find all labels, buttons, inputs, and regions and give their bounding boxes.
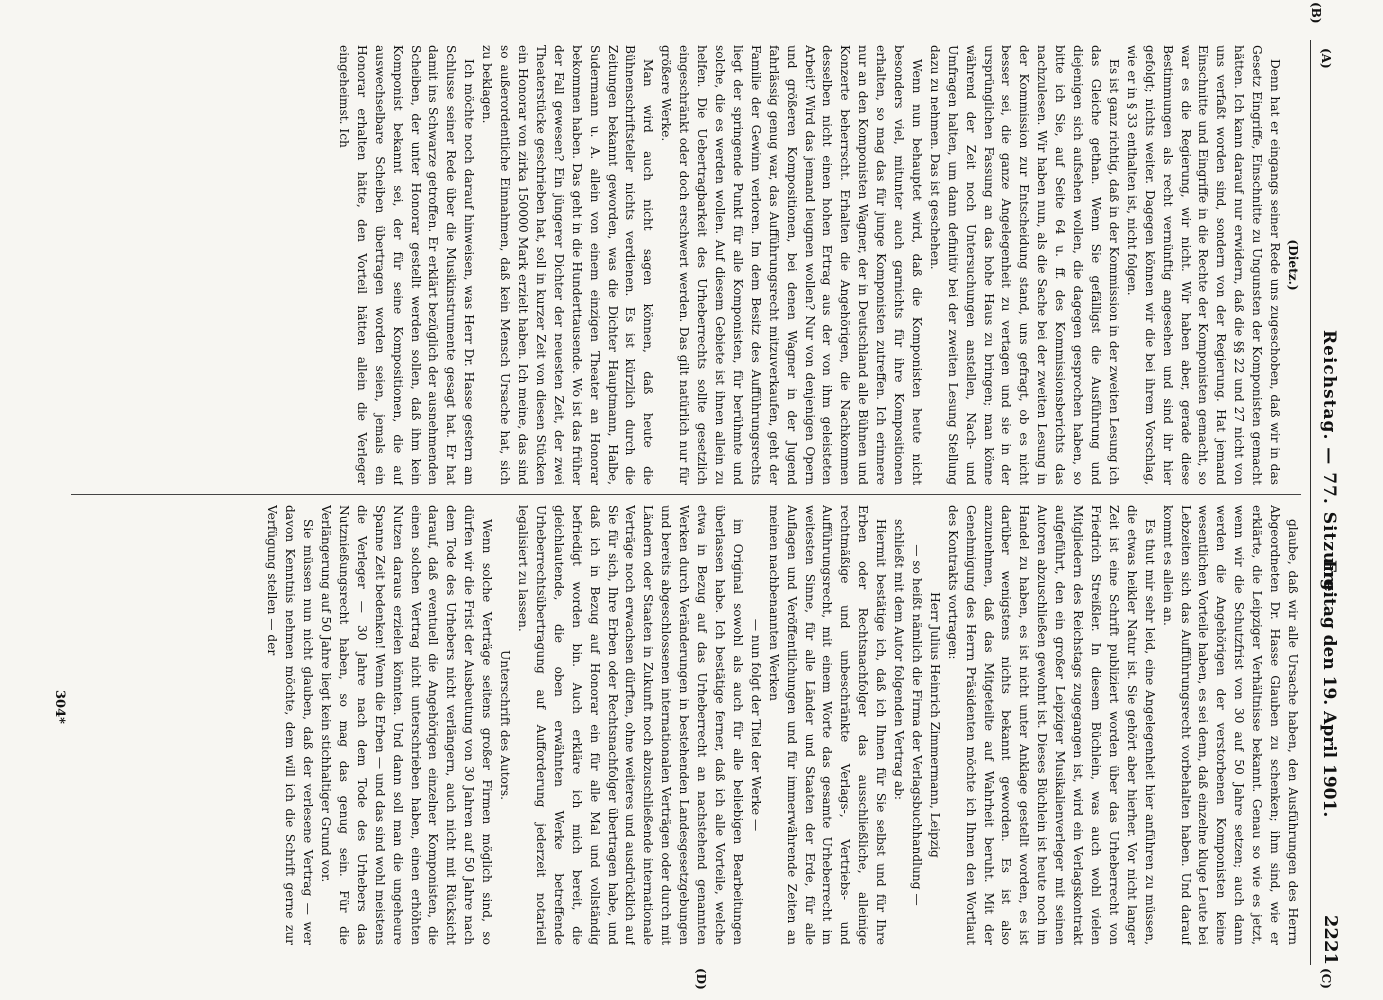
contract-quote-line: schließt mit dem Autor folgenden Vertrag ab: — [892, 519, 907, 801]
right-paragraph: Wenn solche Verträge seitens großer Firmen möglich sind, so dürfen wir die Frist der Ausbeutung von 30 Jahren auf 50 Jahre nach dem Tode des Urhebers nicht verlängern, auch nicht mit Rücksicht darauf, daß eventuell die Angehörigen einzelner Komponisten, die einen solchen Vertrag nicht unterschrieben haben, einen erhöhten Nutzen daraus erzielen könnten. Und dann soll man die ungeheure Spanne Zeit bedenken! Wenn die Erben — und das sind wohl meistens die Verleger — 30 Jahre nach dem Tode des Urhebers das Nutznießungsrecht haben, so mag das genug sein. Für die Verlängerung auf 50 Jahre liegt kein stichhaltiger Grund vor. — [319, 505, 495, 945]
right-paragraph: Sie müssen nun nicht glauben, daß der verlesene Vertrag — wer davon Kenntnis nehmen möchte, dem will ich die Schrift gerne zur Verfügung stellen — der — [265, 505, 316, 945]
left-paragraph: Denn hat er eingangs seiner Rede uns zugeschoben, daß wir in das Gesetz Eingriffe, Einschnitte zu Ungunsten der Komponisten gemacht hätten. Ich kann darauf nur erwidern, daß die §§ 22 und 27 nicht von uns verfaßt worden sind, sondern von der Regierung. Hat jemand Einschnitte und Eingriffe in die Rechte der Komponisten gemacht, so war es die Regierung, wir nicht. Wir haben aber, gerade diese Bestimmungen als recht vernünftig angesehen und sind ihr hier gefolgt; nichts weiter. Dagegen können wir die bei ihrem Vorschlag, wie er in § 33 enthalten ist, nicht folgen. — [1124, 45, 1283, 485]
signature-mark: 304* — [52, 690, 67, 724]
right-paragraph: Es thut mir sehr leid, eine Angelegenheit hier anführen zu müssen, die etwas heikler Natur ist. Sie gehört aber hierher. Vor nicht langer Zeit ist eine Schrift publiziert worden über das Urheberrecht von Friedrich Streißler. In diesem Büchlein, was auch wohl vielen Mitgliedern des Reichstags zugegangen ist, wird ein Verlagskontrakt aufgeführt, den ein großer Leipziger Musikalienverleger mit seinen Autoren abzuschließen gewohnt ist. Dieses Büchlein ist heute noch im Handel zu haben, es ist nicht unter Anklage gestellt worden, es ist darüber wenigstens nichts bekannt geworden. Es ist also anzunehmen, daß das Mitgeteilte auf Wahrheit beruht. Mit der Genehmigung des Herrn Präsidenten möchte ich Ihnen den Wortlaut des Kontrakts vortragen: — [945, 505, 1157, 945]
header-date: Freitag den 19. April 1901. — [1319, 560, 1339, 818]
left-paragraph: Man wird auch nicht sagen können, daß heute die Bühnenschriftsteller nichts verdienen. Es ist kürzlich durch die Zeitungen bekannt geworden, was die Dichter Hauptmann, Halbe, Sudermann u. A. allein von einem einzigen Theater an Honorar bekommen haben. Das geht in die Hunderttausende. Wo ist das früher der Fall gewesen? Ein jüngerer Dichter der neuesten Zeit, der zwei Theaterstücke geschrieben hat, soll in kurzer Zeit von diesen Stücken ein Honorar von zirka 150000 Mark erzielt haben. Ich meine, das sind so außerordentliche Einnahmen, daß kein Mensch Ursache hat, sich zu beklagen. — [480, 45, 656, 485]
left-paragraph: Wenn nun behauptet wird, daß die Komponisten heute nicht besonders viel, mitunter auch garnichts für ihre Kompositionen erhalten, so mag das für junge Komponisten zutreffen. Ich erinnere nur an den Komponisten Wagner, der in Deutschland alle Bühnen und Konzerte beherrscht. Erhalten die Angehörigen, die Nachkommen desselben nicht einen hohen Ertrag aus der von ihm geleisteten Arbeit? Wird das jemand leugnen wollen? Nur von denjenigen Opern und größeren Kompositionen, bei denen Wagner in der Jugend fahrlässig genug war, das Aufführungsrecht mitzuverkaufen, geht der Familie der Gewinn verloren. Im dem Besitz des Aufführungsrechts liegt der springende Punkt für alle Komponisten, für berühmte und solche, die es werden wollen. Auf diesem Gebiete ist ihnen allein zu helfen. Die Uebertragbarkeit des Urheberrechts sollte gesetzlich eingeschränkt oder doch erschwert werden. Das gilt natürlich nur für größere Werke. — [659, 45, 924, 485]
contract-signature-line: Unterschrift des Autors. — [498, 650, 513, 800]
margin-marker-c: (C) — [1319, 968, 1333, 989]
column-divider — [71, 494, 1301, 495]
right-column — [71, 505, 1301, 945]
page-number: 2221 — [1320, 914, 1341, 965]
speaker-label: (Dietz.) — [1286, 239, 1300, 291]
page-header — [1310, 40, 1345, 965]
right-paragraph: glaube, daß wir alle Ursache haben, den Ausführungen des Herrn Abgeordneten Dr. Hasse Glauben zu schenken; ihm sind, wie er erklärte, die Leipziger Verhältnisse bekannt. Genau so wie es jetzt, wenn wir die Schutzfrist von 30 auf 50 Jahre setzen; auch dann werden die Angehörigen der verstorbenen Komponisten keine wesentlichen Vorteile haben, es sei denn, daß einzelne kluge Leute bei Lebzeiten sich das Aufführungsrecht vorbehalten haben. Und darauf kommt es allein an. — [1160, 505, 1300, 945]
margin-marker-a: (A) — [1319, 48, 1333, 69]
contract-quote-line: im Original sowohl als auch für alle beliebigen Bearbeitungen überlassen habe. Ich bestätige ferner, daß ich alle Vorteile, welche etwa in Bezug auf das Urheberrecht an nachstehend genannten Werken durch Veränderungen in bestehenden Landesgesetzgebungen und bereits abgeschlossenen internationalen Verträgen oder durch mit Ländern oder Staaten in Zukunft noch abzuschließende internationale Verträge noch erwachsen dürften, ohne weiteres und ausdrücklich auf Sie für sich, Ihre Erben oder Rechtsnachfolger übertragen habe, und daß ich in Bezug auf Honorar ein für alle Mal und vollständig befriedigt worden bin. Auch erkläre ich mich bereit, die gleichlautende, die oben erwähnten Werke betreffende Urheberrechtsübertragung auf Aufforderung jederzeit notariell legalisiert zu lassen. — [516, 505, 745, 945]
contract-quote-line: — so heißt nämlich die Firma der Verlagsbuchhandlung — — [909, 544, 924, 906]
header-title: Reichstag. — 77. Sitzung. — [1319, 330, 1339, 599]
margin-marker-d: (D) — [694, 968, 708, 990]
contract-quote-line: — nun folgt der Titel der Werke — — [748, 618, 763, 832]
left-paragraph: Es ist ganz richtig, daß in der Kommission in der zweiten Lesung ich das Gleiche gethan. Wenn Sie gefälligst die Ausführung und diejenigen sich aufsehen wollen, die dagegen gesprochen haben, so bitte ich Sie, auf Seite 64 u. ff. des Kommissionsberichts das nachzulesen. Wir haben nun, als die Sache bei der zweiten Lesung in der Kommission zur Entscheidung stand, uns gefragt, ob es nicht besser sei, die ganze Angelegenheit zu vertagen und sie in der ursprünglichen Fassung an das hohe Haus zu bringen; man könne während der Zeit noch Untersuchungen anstellen, Nach- und Umfragen halten, um dann definitiv bei der zweiten Lesung Stellung dazu zu nehmen. Das ist geschehen. — [927, 45, 1121, 485]
left-column — [71, 45, 1301, 485]
contract-quote-line: Hiermit bestätige ich, daß ich Ihnen für Sie selbst und für Ihre Erben oder Rechtsnachfolger das ausschließliche, alleinige rechtmäßige und unbeschränkte Verlags-, Vertriebs- und Aufführungsrecht, mit einem Worte das gesamte Urheberrecht im weitesten Sinne, für alle Länder und Staaten der Erde, für alle Auflagen und Veröffentlichungen und für immerwährende Zeiten an meinen nachbenannten Werken — [766, 505, 889, 945]
margin-marker-b: (B) — [1309, 2, 1323, 24]
contract-quote-title: Herr Julius Heinrich Zimmermann, Leipzig — [927, 592, 942, 858]
left-paragraph: Ich möchte noch darauf hinweisen, was Herr Dr. Hasse gestern am Schlusse seiner Rede über die Musikinstrumente gesagt hat. Er hat damit ins Schwarze getroffen. Er erklärt bezüglich der ausnehmenden Scheiben, der unter Honorar gestellt werden sollen, daß ihm kein Komponist bekannt sei, der für seine Kompositionen, die auf auswechselbare Scheiben übertragen worden seien, jemals ein Honorar erhalten hätte, den Vorteil hätten allein die Verleger eingeheimst. Ich — [336, 45, 477, 485]
